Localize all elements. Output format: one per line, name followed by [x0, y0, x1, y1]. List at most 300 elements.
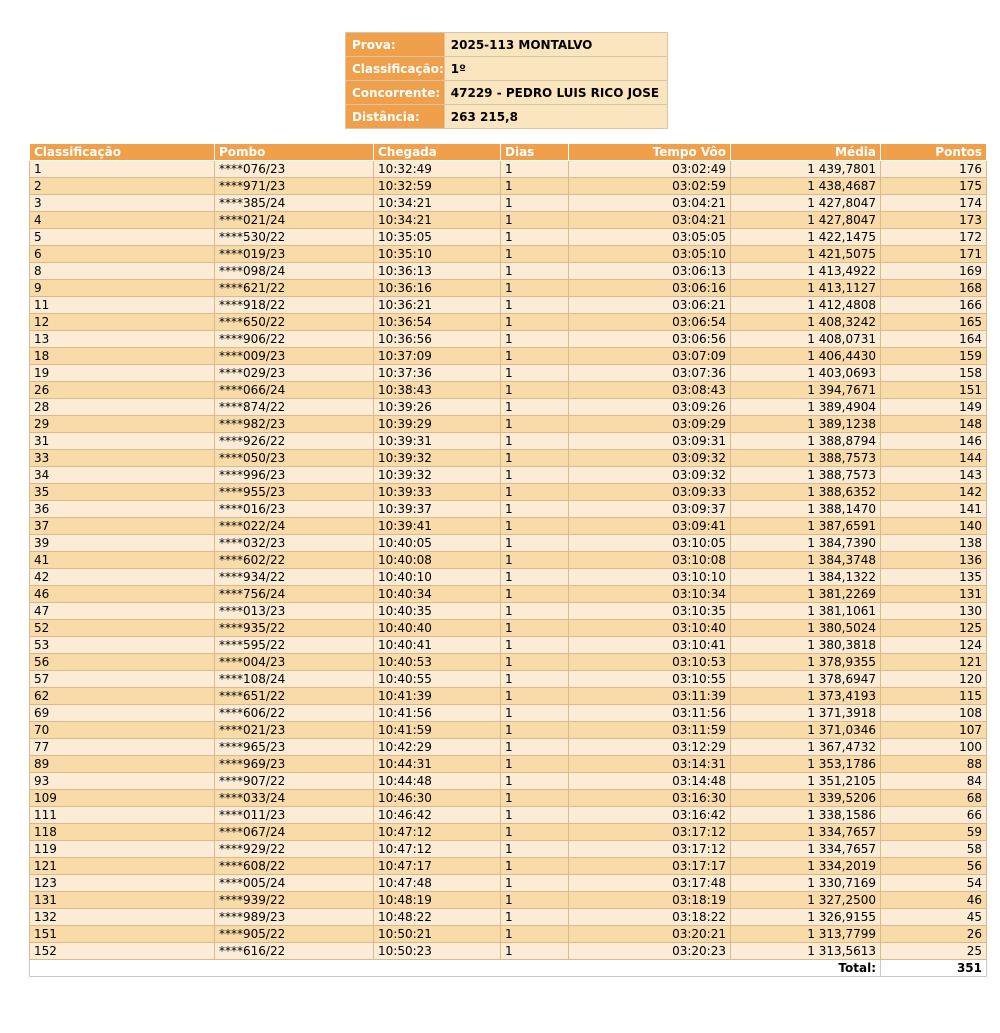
table-row	[30, 229, 987, 246]
cell-pontos: 138	[881, 535, 987, 552]
cell-pontos: 165	[881, 314, 987, 331]
results-table	[29, 143, 987, 977]
cell-dias: 1	[501, 637, 569, 654]
cell-tempo-voo: 03:09:33	[569, 484, 731, 501]
cell-tempo-voo: 03:06:54	[569, 314, 731, 331]
cell-dias: 1	[501, 280, 569, 297]
cell-chegada: 10:46:30	[374, 790, 501, 807]
cell-dias: 1	[501, 195, 569, 212]
cell-chegada: 10:47:48	[374, 875, 501, 892]
table-row	[30, 586, 987, 603]
cell-pontos: 115	[881, 688, 987, 705]
cell-tempo-voo: 03:08:43	[569, 382, 731, 399]
cell-dias: 1	[501, 790, 569, 807]
cell-chegada: 10:37:36	[374, 365, 501, 382]
cell-dias: 1	[501, 501, 569, 518]
cell-media: 1 387,6591	[731, 518, 881, 535]
cell-chegada: 10:34:21	[374, 212, 501, 229]
cell-pontos: 56	[881, 858, 987, 875]
cell-classificacao: 152	[30, 943, 215, 960]
table-row	[30, 756, 987, 773]
cell-pontos: 169	[881, 263, 987, 280]
cell-pontos: 100	[881, 739, 987, 756]
distancia-row	[346, 105, 668, 129]
cell-dias: 1	[501, 535, 569, 552]
cell-chegada: 10:44:48	[374, 773, 501, 790]
cell-classificacao: 19	[30, 365, 215, 382]
header-tempo-voo: Tempo Vôo	[569, 144, 731, 161]
cell-pombo: ****022/24	[215, 518, 374, 535]
cell-media: 1 367,4732	[731, 739, 881, 756]
cell-pontos: 107	[881, 722, 987, 739]
cell-media: 1 388,1470	[731, 501, 881, 518]
prova-row	[346, 33, 668, 57]
table-row	[30, 365, 987, 382]
cell-media: 1 334,7657	[731, 824, 881, 841]
cell-pombo: ****098/24	[215, 263, 374, 280]
cell-classificacao: 77	[30, 739, 215, 756]
header-row	[30, 144, 987, 161]
cell-chegada: 10:48:19	[374, 892, 501, 909]
cell-media: 1 338,1586	[731, 807, 881, 824]
cell-pontos: 58	[881, 841, 987, 858]
cell-chegada: 10:47:12	[374, 841, 501, 858]
cell-chegada: 10:41:56	[374, 705, 501, 722]
cell-pontos: 148	[881, 416, 987, 433]
cell-pombo: ****067/24	[215, 824, 374, 841]
cell-chegada: 10:36:16	[374, 280, 501, 297]
cell-media: 1 403,0693	[731, 365, 881, 382]
cell-pontos: 149	[881, 399, 987, 416]
cell-pombo: ****108/24	[215, 671, 374, 688]
cell-pontos: 158	[881, 365, 987, 382]
cell-pontos: 131	[881, 586, 987, 603]
cell-pontos: 164	[881, 331, 987, 348]
cell-tempo-voo: 03:11:56	[569, 705, 731, 722]
cell-pontos: 168	[881, 280, 987, 297]
cell-media: 1 378,6947	[731, 671, 881, 688]
cell-classificacao: 4	[30, 212, 215, 229]
cell-chegada: 10:32:59	[374, 178, 501, 195]
cell-media: 1 388,7573	[731, 450, 881, 467]
cell-dias: 1	[501, 348, 569, 365]
cell-tempo-voo: 03:05:10	[569, 246, 731, 263]
cell-classificacao: 2	[30, 178, 215, 195]
cell-classificacao: 26	[30, 382, 215, 399]
cell-chegada: 10:39:37	[374, 501, 501, 518]
cell-pombo: ****530/22	[215, 229, 374, 246]
distancia-value: 263 215,8	[444, 105, 667, 129]
cell-chegada: 10:50:23	[374, 943, 501, 960]
cell-pontos: 175	[881, 178, 987, 195]
cell-media: 1 438,4687	[731, 178, 881, 195]
cell-pontos: 143	[881, 467, 987, 484]
cell-tempo-voo: 03:10:55	[569, 671, 731, 688]
cell-classificacao: 47	[30, 603, 215, 620]
cell-pontos: 159	[881, 348, 987, 365]
cell-classificacao: 39	[30, 535, 215, 552]
cell-tempo-voo: 03:17:48	[569, 875, 731, 892]
cell-tempo-voo: 03:06:21	[569, 297, 731, 314]
table-row	[30, 246, 987, 263]
cell-tempo-voo: 03:17:17	[569, 858, 731, 875]
cell-tempo-voo: 03:10:53	[569, 654, 731, 671]
cell-media: 1 388,7573	[731, 467, 881, 484]
cell-pombo: ****907/22	[215, 773, 374, 790]
cell-tempo-voo: 03:17:12	[569, 824, 731, 841]
cell-dias: 1	[501, 705, 569, 722]
cell-pontos: 59	[881, 824, 987, 841]
table-row	[30, 178, 987, 195]
cell-dias: 1	[501, 671, 569, 688]
cell-dias: 1	[501, 926, 569, 943]
cell-dias: 1	[501, 858, 569, 875]
cell-dias: 1	[501, 603, 569, 620]
cell-tempo-voo: 03:11:39	[569, 688, 731, 705]
cell-pontos: 45	[881, 909, 987, 926]
table-row	[30, 195, 987, 212]
cell-classificacao: 35	[30, 484, 215, 501]
cell-chegada: 10:36:13	[374, 263, 501, 280]
cell-classificacao: 42	[30, 569, 215, 586]
table-row	[30, 790, 987, 807]
cell-pontos: 174	[881, 195, 987, 212]
cell-tempo-voo: 03:02:59	[569, 178, 731, 195]
cell-dias: 1	[501, 246, 569, 263]
cell-media: 1 384,3748	[731, 552, 881, 569]
cell-pombo: ****996/23	[215, 467, 374, 484]
table-row	[30, 484, 987, 501]
cell-tempo-voo: 03:16:30	[569, 790, 731, 807]
cell-classificacao: 57	[30, 671, 215, 688]
cell-media: 1 412,4808	[731, 297, 881, 314]
cell-dias: 1	[501, 178, 569, 195]
cell-dias: 1	[501, 450, 569, 467]
table-row	[30, 467, 987, 484]
cell-pombo: ****621/22	[215, 280, 374, 297]
cell-dias: 1	[501, 365, 569, 382]
cell-pontos: 108	[881, 705, 987, 722]
cell-media: 1 413,4922	[731, 263, 881, 280]
cell-chegada: 10:40:08	[374, 552, 501, 569]
cell-pombo: ****013/23	[215, 603, 374, 620]
cell-dias: 1	[501, 297, 569, 314]
cell-pombo: ****905/22	[215, 926, 374, 943]
cell-classificacao: 1	[30, 161, 215, 178]
cell-pontos: 144	[881, 450, 987, 467]
cell-pombo: ****929/22	[215, 841, 374, 858]
cell-media: 1 327,2500	[731, 892, 881, 909]
cell-media: 1 389,4904	[731, 399, 881, 416]
cell-classificacao: 93	[30, 773, 215, 790]
cell-chegada: 10:40:40	[374, 620, 501, 637]
cell-pontos: 68	[881, 790, 987, 807]
cell-classificacao: 123	[30, 875, 215, 892]
cell-chegada: 10:40:41	[374, 637, 501, 654]
cell-pontos: 173	[881, 212, 987, 229]
table-row	[30, 671, 987, 688]
cell-media: 1 422,1475	[731, 229, 881, 246]
cell-pontos: 26	[881, 926, 987, 943]
cell-dias: 1	[501, 688, 569, 705]
cell-media: 1 389,1238	[731, 416, 881, 433]
cell-media: 1 380,3818	[731, 637, 881, 654]
cell-media: 1 373,4193	[731, 688, 881, 705]
cell-media: 1 326,9155	[731, 909, 881, 926]
cell-pontos: 130	[881, 603, 987, 620]
cell-classificacao: 69	[30, 705, 215, 722]
cell-pontos: 84	[881, 773, 987, 790]
table-row	[30, 620, 987, 637]
cell-dias: 1	[501, 229, 569, 246]
header-chegada: Chegada	[374, 144, 501, 161]
table-row	[30, 875, 987, 892]
cell-dias: 1	[501, 263, 569, 280]
cell-chegada: 10:36:56	[374, 331, 501, 348]
cell-pombo: ****076/23	[215, 161, 374, 178]
header-classificacao: Classificação	[30, 144, 215, 161]
table-row	[30, 433, 987, 450]
cell-media: 1 313,5613	[731, 943, 881, 960]
table-row	[30, 824, 987, 841]
concorrente-label: Concorrente:	[346, 81, 445, 105]
table-row	[30, 314, 987, 331]
table-row	[30, 212, 987, 229]
cell-media: 1 421,5075	[731, 246, 881, 263]
cell-pombo: ****016/23	[215, 501, 374, 518]
cell-chegada: 10:50:21	[374, 926, 501, 943]
table-row	[30, 637, 987, 654]
cell-classificacao: 13	[30, 331, 215, 348]
cell-chegada: 10:39:26	[374, 399, 501, 416]
cell-tempo-voo: 03:17:12	[569, 841, 731, 858]
table-row	[30, 688, 987, 705]
cell-pontos: 88	[881, 756, 987, 773]
table-row	[30, 552, 987, 569]
cell-chegada: 10:36:21	[374, 297, 501, 314]
cell-dias: 1	[501, 841, 569, 858]
table-row	[30, 297, 987, 314]
cell-tempo-voo: 03:18:22	[569, 909, 731, 926]
cell-media: 1 353,1786	[731, 756, 881, 773]
cell-pontos: 176	[881, 161, 987, 178]
table-row	[30, 773, 987, 790]
cell-classificacao: 12	[30, 314, 215, 331]
cell-tempo-voo: 03:07:36	[569, 365, 731, 382]
cell-classificacao: 9	[30, 280, 215, 297]
cell-pontos: 151	[881, 382, 987, 399]
cell-media: 1 334,2019	[731, 858, 881, 875]
cell-chegada: 10:47:12	[374, 824, 501, 841]
table-row	[30, 331, 987, 348]
header-dias: Dias	[501, 144, 569, 161]
cell-dias: 1	[501, 909, 569, 926]
cell-pontos: 172	[881, 229, 987, 246]
cell-tempo-voo: 03:06:56	[569, 331, 731, 348]
cell-tempo-voo: 03:09:37	[569, 501, 731, 518]
table-row	[30, 739, 987, 756]
cell-classificacao: 31	[30, 433, 215, 450]
table-row	[30, 450, 987, 467]
cell-media: 1 381,2269	[731, 586, 881, 603]
cell-pombo: ****918/22	[215, 297, 374, 314]
cell-media: 1 313,7799	[731, 926, 881, 943]
cell-tempo-voo: 03:09:29	[569, 416, 731, 433]
cell-tempo-voo: 03:14:31	[569, 756, 731, 773]
cell-media: 1 351,2105	[731, 773, 881, 790]
classificacao-row	[346, 57, 668, 81]
cell-media: 1 394,7671	[731, 382, 881, 399]
cell-pombo: ****969/23	[215, 756, 374, 773]
cell-tempo-voo: 03:18:19	[569, 892, 731, 909]
cell-classificacao: 46	[30, 586, 215, 603]
cell-chegada: 10:40:10	[374, 569, 501, 586]
cell-media: 1 371,3918	[731, 705, 881, 722]
cell-tempo-voo: 03:10:35	[569, 603, 731, 620]
cell-pombo: ****934/22	[215, 569, 374, 586]
cell-tempo-voo: 03:10:40	[569, 620, 731, 637]
cell-classificacao: 109	[30, 790, 215, 807]
cell-media: 1 408,0731	[731, 331, 881, 348]
total-value: 351	[881, 960, 987, 977]
table-row	[30, 722, 987, 739]
cell-dias: 1	[501, 331, 569, 348]
cell-pombo: ****009/23	[215, 348, 374, 365]
cell-pontos: 120	[881, 671, 987, 688]
cell-tempo-voo: 03:06:13	[569, 263, 731, 280]
cell-chegada: 10:40:34	[374, 586, 501, 603]
cell-classificacao: 111	[30, 807, 215, 824]
cell-pombo: ****032/23	[215, 535, 374, 552]
total-label: Total:	[30, 960, 881, 977]
cell-media: 1 427,8047	[731, 212, 881, 229]
cell-classificacao: 41	[30, 552, 215, 569]
cell-pombo: ****971/23	[215, 178, 374, 195]
cell-dias: 1	[501, 739, 569, 756]
race-info-panel	[345, 32, 668, 129]
cell-classificacao: 8	[30, 263, 215, 280]
cell-dias: 1	[501, 773, 569, 790]
cell-dias: 1	[501, 824, 569, 841]
cell-dias: 1	[501, 161, 569, 178]
table-row	[30, 348, 987, 365]
classificacao-label: Classificação:	[346, 57, 445, 81]
distancia-label: Distância:	[346, 105, 445, 129]
cell-tempo-voo: 03:07:09	[569, 348, 731, 365]
cell-classificacao: 132	[30, 909, 215, 926]
cell-chegada: 10:41:59	[374, 722, 501, 739]
cell-pontos: 66	[881, 807, 987, 824]
cell-tempo-voo: 03:09:32	[569, 450, 731, 467]
table-row	[30, 399, 987, 416]
cell-pombo: ****982/23	[215, 416, 374, 433]
cell-pombo: ****066/24	[215, 382, 374, 399]
cell-dias: 1	[501, 875, 569, 892]
cell-pontos: 171	[881, 246, 987, 263]
cell-chegada: 10:39:32	[374, 450, 501, 467]
cell-media: 1 330,7169	[731, 875, 881, 892]
cell-chegada: 10:32:49	[374, 161, 501, 178]
cell-pombo: ****756/24	[215, 586, 374, 603]
concorrente-value: 47229 - PEDRO LUIS RICO JOSE	[444, 81, 667, 105]
cell-media: 1 427,8047	[731, 195, 881, 212]
cell-dias: 1	[501, 382, 569, 399]
cell-classificacao: 118	[30, 824, 215, 841]
cell-chegada: 10:40:53	[374, 654, 501, 671]
cell-dias: 1	[501, 399, 569, 416]
cell-dias: 1	[501, 433, 569, 450]
cell-classificacao: 6	[30, 246, 215, 263]
cell-dias: 1	[501, 722, 569, 739]
table-row	[30, 909, 987, 926]
cell-dias: 1	[501, 943, 569, 960]
concorrente-row	[346, 81, 668, 105]
table-row	[30, 535, 987, 552]
cell-pombo: ****608/22	[215, 858, 374, 875]
cell-chegada: 10:44:31	[374, 756, 501, 773]
cell-media: 1 413,1127	[731, 280, 881, 297]
cell-dias: 1	[501, 314, 569, 331]
cell-chegada: 10:39:32	[374, 467, 501, 484]
cell-tempo-voo: 03:05:05	[569, 229, 731, 246]
total-row	[30, 960, 987, 977]
cell-chegada: 10:46:42	[374, 807, 501, 824]
cell-media: 1 388,6352	[731, 484, 881, 501]
cell-pombo: ****004/23	[215, 654, 374, 671]
cell-classificacao: 121	[30, 858, 215, 875]
cell-media: 1 439,7801	[731, 161, 881, 178]
cell-pombo: ****005/24	[215, 875, 374, 892]
cell-pombo: ****021/23	[215, 722, 374, 739]
cell-media: 1 384,1322	[731, 569, 881, 586]
cell-pontos: 46	[881, 892, 987, 909]
classificacao-value: 1º	[444, 57, 667, 81]
cell-pombo: ****595/22	[215, 637, 374, 654]
cell-chegada: 10:39:41	[374, 518, 501, 535]
cell-classificacao: 28	[30, 399, 215, 416]
table-row	[30, 841, 987, 858]
cell-dias: 1	[501, 807, 569, 824]
cell-tempo-voo: 03:10:41	[569, 637, 731, 654]
table-row	[30, 382, 987, 399]
cell-media: 1 388,8794	[731, 433, 881, 450]
header-pombo: Pombo	[215, 144, 374, 161]
cell-tempo-voo: 03:04:21	[569, 195, 731, 212]
cell-media: 1 406,4430	[731, 348, 881, 365]
cell-pombo: ****021/24	[215, 212, 374, 229]
cell-dias: 1	[501, 416, 569, 433]
cell-classificacao: 3	[30, 195, 215, 212]
cell-classificacao: 62	[30, 688, 215, 705]
cell-pontos: 142	[881, 484, 987, 501]
table-row	[30, 569, 987, 586]
cell-dias: 1	[501, 467, 569, 484]
cell-pombo: ****616/22	[215, 943, 374, 960]
cell-dias: 1	[501, 654, 569, 671]
cell-classificacao: 53	[30, 637, 215, 654]
cell-pombo: ****029/23	[215, 365, 374, 382]
cell-classificacao: 131	[30, 892, 215, 909]
table-row	[30, 705, 987, 722]
cell-pombo: ****050/23	[215, 450, 374, 467]
cell-dias: 1	[501, 552, 569, 569]
cell-classificacao: 33	[30, 450, 215, 467]
cell-tempo-voo: 03:02:49	[569, 161, 731, 178]
cell-chegada: 10:40:55	[374, 671, 501, 688]
cell-pontos: 54	[881, 875, 987, 892]
cell-pombo: ****989/23	[215, 909, 374, 926]
cell-pontos: 141	[881, 501, 987, 518]
